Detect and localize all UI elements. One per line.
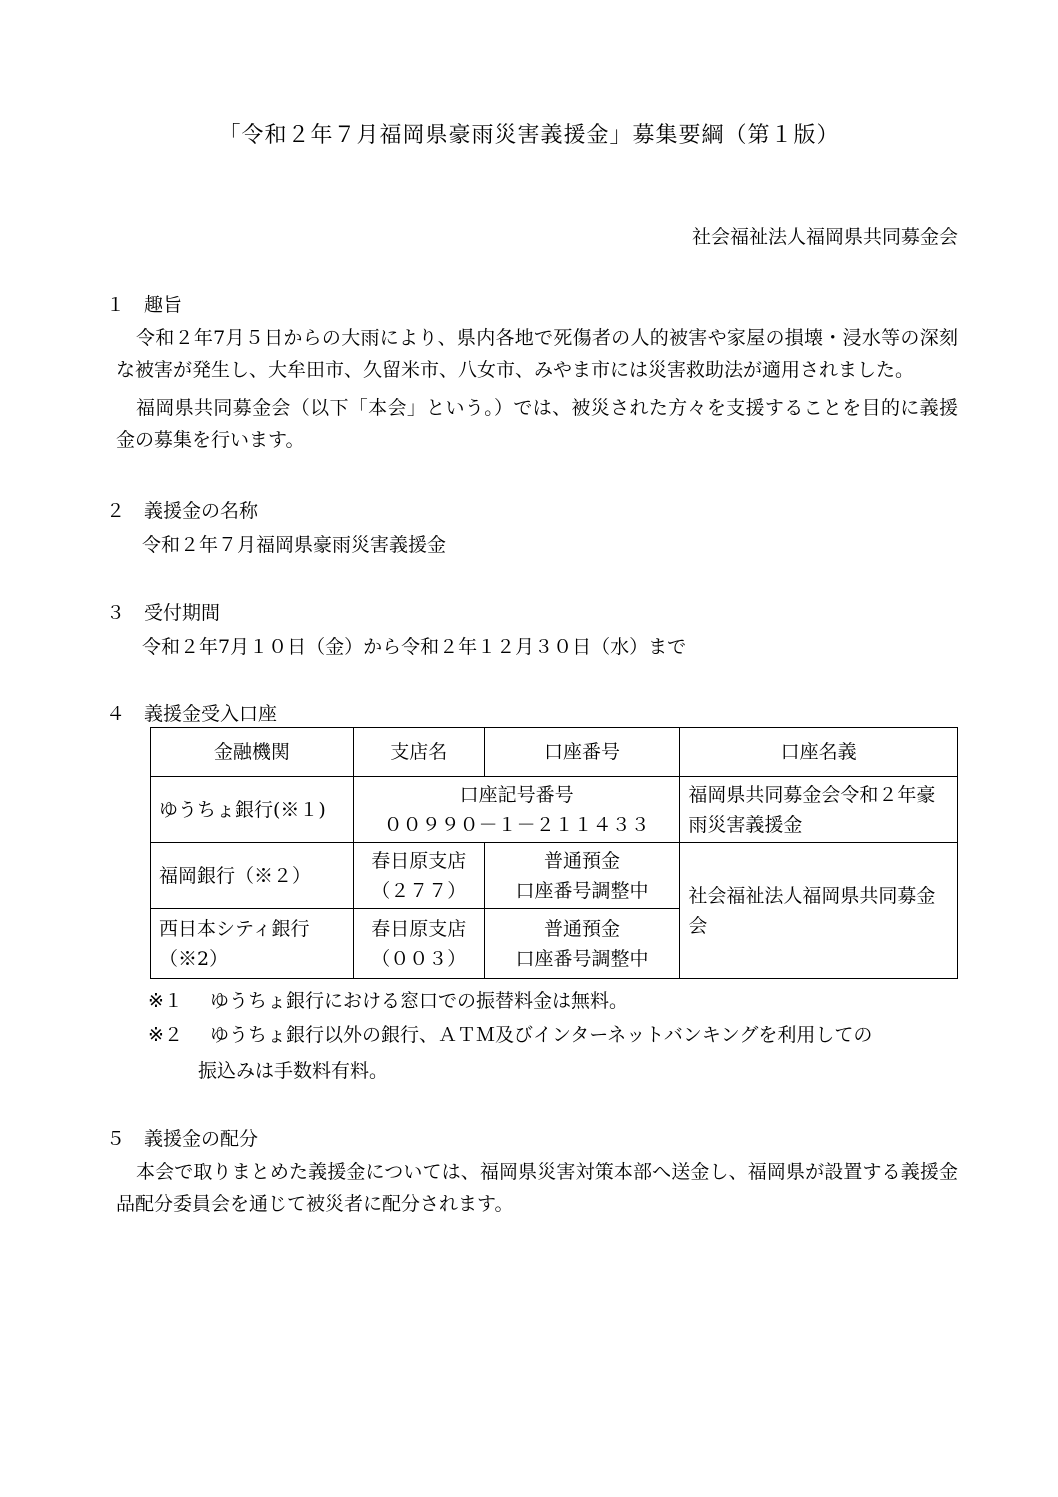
branch-code: （２７７） [371, 879, 467, 902]
section-1-paragraph-2: 福岡県共同募金会（以下「本会」という。）では、被災された方々を支援することを目的に義援金の募集を行います。 [116, 397, 958, 451]
table-row [151, 777, 958, 843]
account-cell [484, 843, 680, 909]
section-title: 義援金受入口座 [144, 703, 278, 725]
account-label: 口座記号番号 [459, 783, 574, 806]
branch-cell [353, 909, 484, 979]
table-row [151, 843, 958, 909]
branch-code: （００３） [371, 947, 467, 970]
section-2-body: 令和２年７月福岡県豪雨災害義援金 [142, 534, 447, 556]
header-bank: 金融機関 [151, 728, 354, 777]
section-1-paragraph-1: 令和２年7月５日からの大雨により、県内各地で死傷者の人的被害や家屋の損壊・浸水等の深刻な被害が発生し、大牟田市、久留米市、八女市、みやま市には災害救助法が適用されました。 [116, 327, 958, 381]
note-mark: ※２ [148, 1024, 183, 1046]
section-2-heading [106, 496, 258, 523]
account-type: 普通預金 [544, 849, 621, 872]
header-account-number: 口座番号 [484, 728, 680, 777]
section-3-heading [106, 598, 220, 625]
holder-cell: 社会福祉法人福岡県共同募金会 [680, 843, 958, 979]
section-number: １ [106, 294, 126, 316]
branch-name: 春日原支店 [371, 849, 467, 872]
section-number: ２ [106, 500, 126, 522]
note-2 [148, 1018, 872, 1052]
section-4-heading [106, 699, 277, 726]
section-title: 趣旨 [144, 294, 183, 316]
account-number: 口座番号調整中 [515, 947, 649, 970]
section-1-heading [106, 290, 182, 317]
holder-cell: 福岡県共同募金会令和２年豪雨災害義援金 [680, 777, 958, 843]
header-account-holder: 口座名義 [680, 728, 958, 777]
section-number: ４ [106, 703, 126, 725]
account-cell [484, 909, 680, 979]
section-5-heading [106, 1124, 258, 1151]
note-1 [148, 984, 628, 1018]
section-3-body: 令和２年7月１０日（金）から令和２年１２月３０日（水）まで [142, 636, 687, 658]
note-text: ゆうちょ銀行以外の銀行、ＡＴＭ及びインターネットバンキングを利用しての [210, 1024, 873, 1046]
organization-name: 社会福祉法人福岡県共同募金会 [691, 226, 958, 248]
account-cell [353, 777, 680, 843]
accounts-table [150, 727, 958, 979]
branch-cell [353, 843, 484, 909]
account-number: 口座番号調整中 [515, 879, 649, 902]
note-text: ゆうちょ銀行における窓口での振替料金は無料。 [210, 990, 629, 1012]
note-2-continuation: 振込みは手数料有料。 [198, 1060, 389, 1082]
account-number: ００９９０－１－２１１４３３ [383, 813, 650, 836]
page-title: 「令和２年７月福岡県豪雨災害義援金」募集要綱（第１版） [218, 123, 840, 148]
table-header-row [151, 728, 958, 777]
bank-cell: ゆうちょ銀行(※１) [151, 777, 354, 843]
branch-name: 春日原支店 [371, 917, 467, 940]
bank-cell: 福岡銀行（※２） [151, 843, 354, 909]
note-mark: ※１ [148, 990, 183, 1012]
account-type: 普通預金 [544, 917, 621, 940]
section-title: 受付期間 [144, 602, 221, 624]
section-5-paragraph: 本会で取りまとめた義援金については、福岡県災害対策本部へ送金し、福岡県が設置する義援金品配分委員会を通じて被災者に配分されます。 [116, 1161, 958, 1215]
bank-cell: 西日本シティ銀行（※2） [151, 909, 354, 979]
section-title: 義援金の名称 [144, 500, 259, 522]
section-title: 義援金の配分 [144, 1128, 259, 1150]
section-number: ５ [106, 1128, 126, 1150]
header-branch: 支店名 [353, 728, 484, 777]
section-number: ３ [106, 602, 126, 624]
